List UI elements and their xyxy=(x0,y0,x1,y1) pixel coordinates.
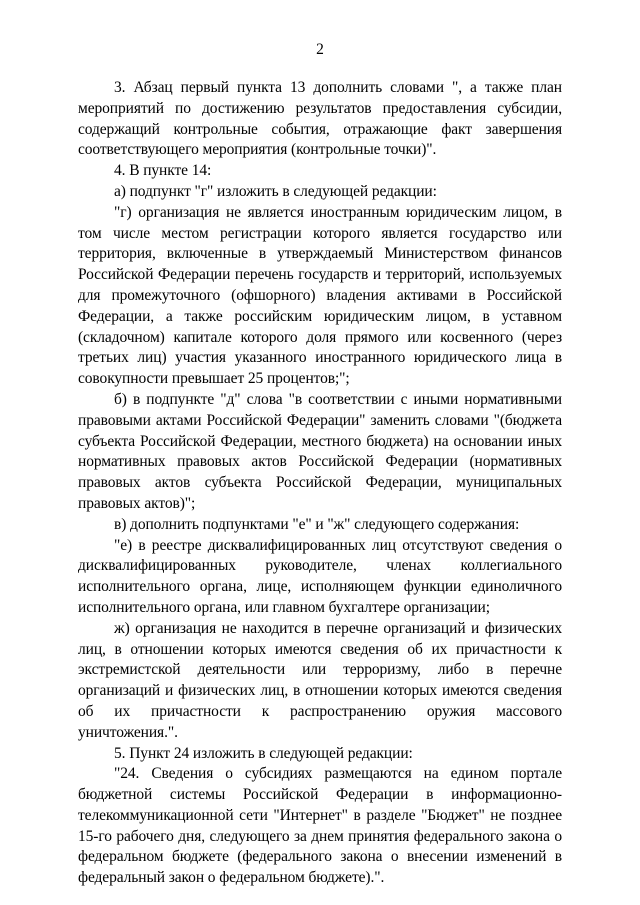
paragraph-quote-zh: ж) организация не находится в перечне организаций и физических лиц, в отношении которых имеются сведения об их причастности к экстремистской деятельности или терроризму, либо в перечне организаций и физических лиц, в отношении которых имеются сведения об их причастности к распространению оружия массового уничтожения.". xyxy=(78,619,562,741)
paragraph-subitem-b: б) в подпункте "д" слова "в соответствии с иными нормативными правовыми актами Российской Федерации" заменить словами "(бюджета субъекта Российской Федерации, местного бюджета) на основании иных нормативных правовых актов Российской Федерации (нормативных правовых актов субъекта Российской Федерации, муниципальных правовых актов)"; xyxy=(78,390,562,512)
paragraph-item-4: 4. В пункте 14: xyxy=(114,162,212,180)
paragraph-quote-24: "24. Сведения о субсидиях размещаются на едином портале бюджетной системы Российской Федерации в информационно-телекоммуникационной сети "Интернет" в разделе "Бюджет" не позднее 15-го рабочего дня, следующего за днем принятия федерального закона о федеральном бюджете (федерального закона о внесении изменений в федеральный закон о федеральном бюджете).". xyxy=(78,765,562,887)
document-body xyxy=(78,78,562,889)
paragraph-item-3: 3. Абзац первый пункта 13 дополнить словами ", а также план мероприятий по достижению результатов предоставления субсидии, содержащий контрольные события, отражающие факт завершения соответствующего мероприятия (контрольные точки)". xyxy=(78,79,562,159)
paragraph-subitem-v: в) дополнить подпунктами "е" и "ж" следующего содержания: xyxy=(114,515,520,533)
paragraph-quote-g: "г) организация не является иностранным юридическим лицом, в том числе местом регистрации которого является государство или территория, включенные в утверждаемый Министерством финансов Российской Федерации перечень государств и территорий, используемых для промежуточного (офшорного) владения активами в Российской Федерации, а также российским юридическим лицом, в уставном (складочном) капитале которого доля прямого или косвенного (через третьих лиц) участия указанного иностранного юридического лица в совокупности превышает 25 процентов;"; xyxy=(78,203,562,388)
page-number: 2 xyxy=(316,41,324,58)
paragraph-quote-e: "е) в реестре дисквалифицированных лиц отсутствуют сведения о дисквалифицированных руководителе, членах коллегиального исполнительного органа, лице, исполняющем функции единоличного исполнительного органа, или главном бухгалтере организации; xyxy=(78,536,562,616)
paragraph-subitem-a: а) подпункт "г" изложить в следующей редакции: xyxy=(114,182,437,200)
paragraph-item-5: 5. Пункт 24 изложить в следующей редакции: xyxy=(114,744,413,762)
